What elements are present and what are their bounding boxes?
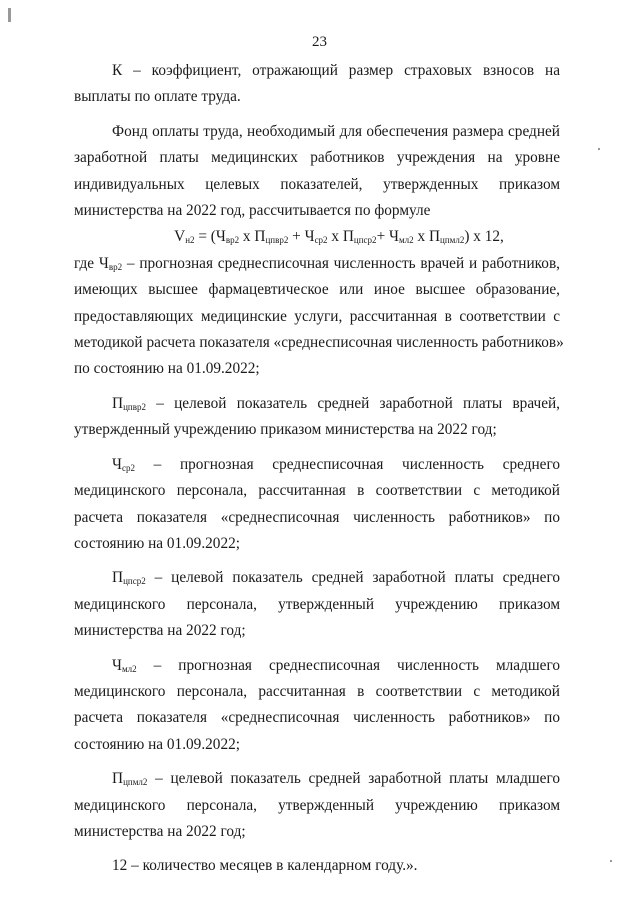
paragraph-wage-fund [74, 119, 560, 225]
text-line: по состоянию на 01.09.2022; [74, 360, 260, 378]
text-line: имеющих высшее фармацевтическое или иное высшее образование, [74, 281, 560, 299]
text-line: расчета показателя «среднесписочная численность работников» по [74, 709, 560, 727]
text-line: утвержденный учреждению приказом министерства на 2022 год; [74, 421, 497, 439]
scan-speck [598, 148, 600, 150]
text-line: Фонд оплаты труда, необходимый для обеспечения размера средней [112, 122, 560, 140]
text-line: состоянию на 01.09.2022; [74, 534, 240, 552]
text-line: медицинского персонала, утвержденный учреждению приказом [74, 595, 560, 613]
text-line: $П_{цпвр2}$ – целевой показатель средней заработной платы врачей, [112, 394, 560, 412]
formula: $V_{н2} = (Ч_{вр2}$ х $П_{цпвр2} + Ч_{ср2}$ х $П_{цпср2}+ Ч_{мл2}$ х $П_{цпмл2}$) х 12, [174, 228, 504, 246]
text-line: индивидуальных целевых показателей, утвержденных приказом [74, 175, 560, 193]
paragraph-months [74, 853, 560, 879]
text-line: $Ч_{ср2}$ – прогнозная среднесписочная численность среднего [112, 455, 560, 473]
text-line: медицинского персонала, рассчитанная в соответствии с методикой [74, 682, 560, 700]
document-body [74, 58, 564, 880]
paragraph-junior-staff-count [74, 653, 560, 759]
scan-speck [610, 860, 612, 862]
paragraph-junior-staff-target [74, 766, 560, 845]
text-line: $Ч_{мл2}$ – прогнозная среднесписочная численность младшего [112, 656, 560, 674]
text-line: $П_{цпмл2}$ – целевой показатель средней заработной платы младшего [112, 770, 560, 788]
paragraph-coefficient-k [74, 58, 560, 111]
text-line: выплаты по оплате труда. [74, 88, 241, 106]
text-line: заработной платы медицинских работников учреждения на уровне [74, 149, 560, 167]
text-line: 12 – количество месяцев в календарном году.». [112, 857, 418, 875]
text-line: $П_{цпср2}$ – целевой показатель средней заработной платы среднего [112, 569, 560, 587]
paragraph-mid-staff-count [74, 452, 560, 558]
paragraph-doctors-count [74, 251, 564, 383]
page-number: 23 [312, 34, 327, 50]
text-line: расчета показателя «среднесписочная численность работников» по [74, 508, 560, 526]
paragraph-doctors-target [74, 391, 560, 444]
text-line: К – коэффициент, отражающий размер страховых взносов на [112, 62, 560, 79]
scan-mark [8, 8, 11, 22]
text-line: медицинского персонала, рассчитанная в соответствии с методикой [74, 482, 560, 500]
text-line: министерства на 2022 год; [74, 622, 246, 640]
text-line: предоставляющих медицинские услуги, рассчитанная в соответствии с [74, 307, 560, 325]
text-line: министерства на 2022 год; [74, 822, 246, 840]
text-line: где $Ч_{вр2}$ – прогнозная среднесписочная численность врачей и работников, [74, 254, 561, 272]
text-line: методикой расчета показателя «среднесписочная численность работников» [74, 334, 564, 352]
text-line: медицинского персонала, утвержденный учреждению приказом [74, 796, 560, 814]
text-line: состоянию на 01.09.2022; [74, 735, 240, 753]
paragraph-mid-staff-target [74, 565, 560, 644]
text-line: министерства на 2022 год, рассчитывается по формуле [74, 202, 431, 220]
